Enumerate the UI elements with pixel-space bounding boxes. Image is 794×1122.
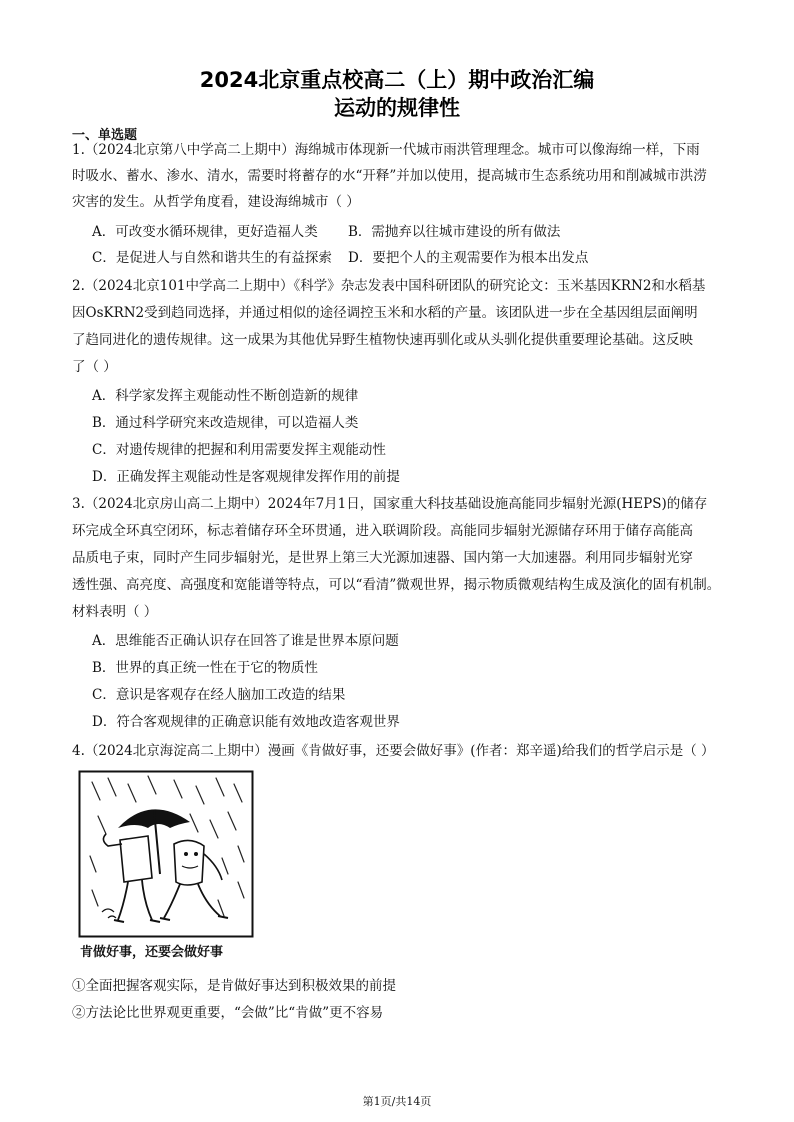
question-1-option-a: A．可改变水循环规律，更好造福人类 [92, 224, 318, 240]
question-2-stem-line: 了趋同进化的遗传规律。这一成果为其他优异野生植物快速再驯化或从头驯化提供重要理论基础。这反映 [72, 332, 693, 348]
question-3-option-c: C．意识是客观存在经人脑加工改造的结果 [92, 687, 346, 703]
question-3-stem-line: 3.（2024北京房山高二上期中）2024年7月1日，国家重大科技基础设施高能同步辐射光源(HEPS)的储存 [72, 496, 708, 512]
question-4-statement-1: ①全面把握客观实际，是肯做好事达到积极效果的前提 [72, 978, 396, 994]
question-2-stem-line: 了（ ） [72, 359, 117, 375]
page-footer: 第1页/共14页 [362, 1095, 432, 1108]
question-3-option-a: A．思维能否正确认识存在回答了谁是世界本原问题 [92, 633, 399, 649]
question-1-stem-line: 灾害的发生。从哲学角度看，建设海绵城市（ ） [72, 194, 360, 210]
question-3-option-b: B．世界的真正统一性在于它的物质性 [92, 660, 318, 676]
question-2-option-c: C．对遗传规律的把握和利用需要发挥主观能动性 [92, 442, 386, 458]
question-2-option-b: B．通过科学研究来改造规律，可以造福人类 [92, 415, 359, 431]
question-1-option-c: C．是促进人与自然和谐共生的有益探索 [92, 250, 332, 266]
question-1-option-d: D．要把个人的主观需要作为根本出发点 [348, 250, 589, 266]
question-1-stem-line: 时吸水、蓄水、渗水、清水，需要时将蓄存的水“开释”并加以使用，提高城市生态系统功用和削减城市洪涝 [72, 168, 707, 184]
document-subtitle: 运动的规律性 [334, 96, 460, 120]
question-3-option-d: D．符合客观规律的正确意识能有效地改造客观世界 [92, 714, 400, 730]
document-title: 2024北京重点校高二（上）期中政治汇编 [199, 68, 595, 92]
question-3-stem-line: 材料表明（ ） [72, 604, 158, 620]
question-3-stem-line: 透性强、高亮度、高强度和宽能谱等特点，可以“看清”微观世界，揭示物质微观结构生成及演化的固有机制。 [72, 577, 721, 593]
question-4-stem-line: 4.（2024北京海淀高二上期中）漫画《肯做好事，还要会做好事》(作者：郑辛遥)给我们的哲学启示是（ ） [72, 743, 715, 759]
question-3-stem-line: 品质电子束，同时产生同步辐射光，是世界上第三大光源加速器、国内第一大加速器。利用同步辐射光穿 [72, 550, 693, 566]
question-3-stem-line: 环完成全环真空闭环，标志着储存环全环贯通，进入联调阶段。高能同步辐射光源储存环用于储存高能高 [72, 523, 693, 539]
question-2-option-a: A．科学家发挥主观能动性不断创造新的规律 [92, 388, 359, 404]
question-4-statement-2: ②方法论比世界观更重要，“会做”比“肯做”更不容易 [72, 1005, 384, 1021]
question-2-option-d: D．正确发挥主观能动性是客观规律发挥作用的前提 [92, 469, 400, 485]
section-heading: 一、单选题 [72, 128, 138, 143]
question-1-stem-line: 1.（2024北京第八中学高二上期中）海绵城市体现新一代城市雨洪管理理念。城市可以像海绵一样，下雨 [72, 142, 700, 158]
question-2-stem-line: 因OsKRN2受到趋同选择，并通过相似的途径调控玉米和水稻的产量。该团队进一步在全基因组层面阐明 [72, 305, 698, 321]
question-1-option-b: B．需抛弃以往城市建设的所有做法 [348, 224, 561, 240]
cartoon-caption: 肯做好事，还要会做好事 [80, 945, 224, 960]
question-2-stem-line: 2.（2024北京101中学高二上期中）《科学》杂志发表中国科研团队的研究论文：玉米基因KRN2和水稻基 [72, 278, 706, 294]
cartoon-illustration [78, 770, 254, 938]
